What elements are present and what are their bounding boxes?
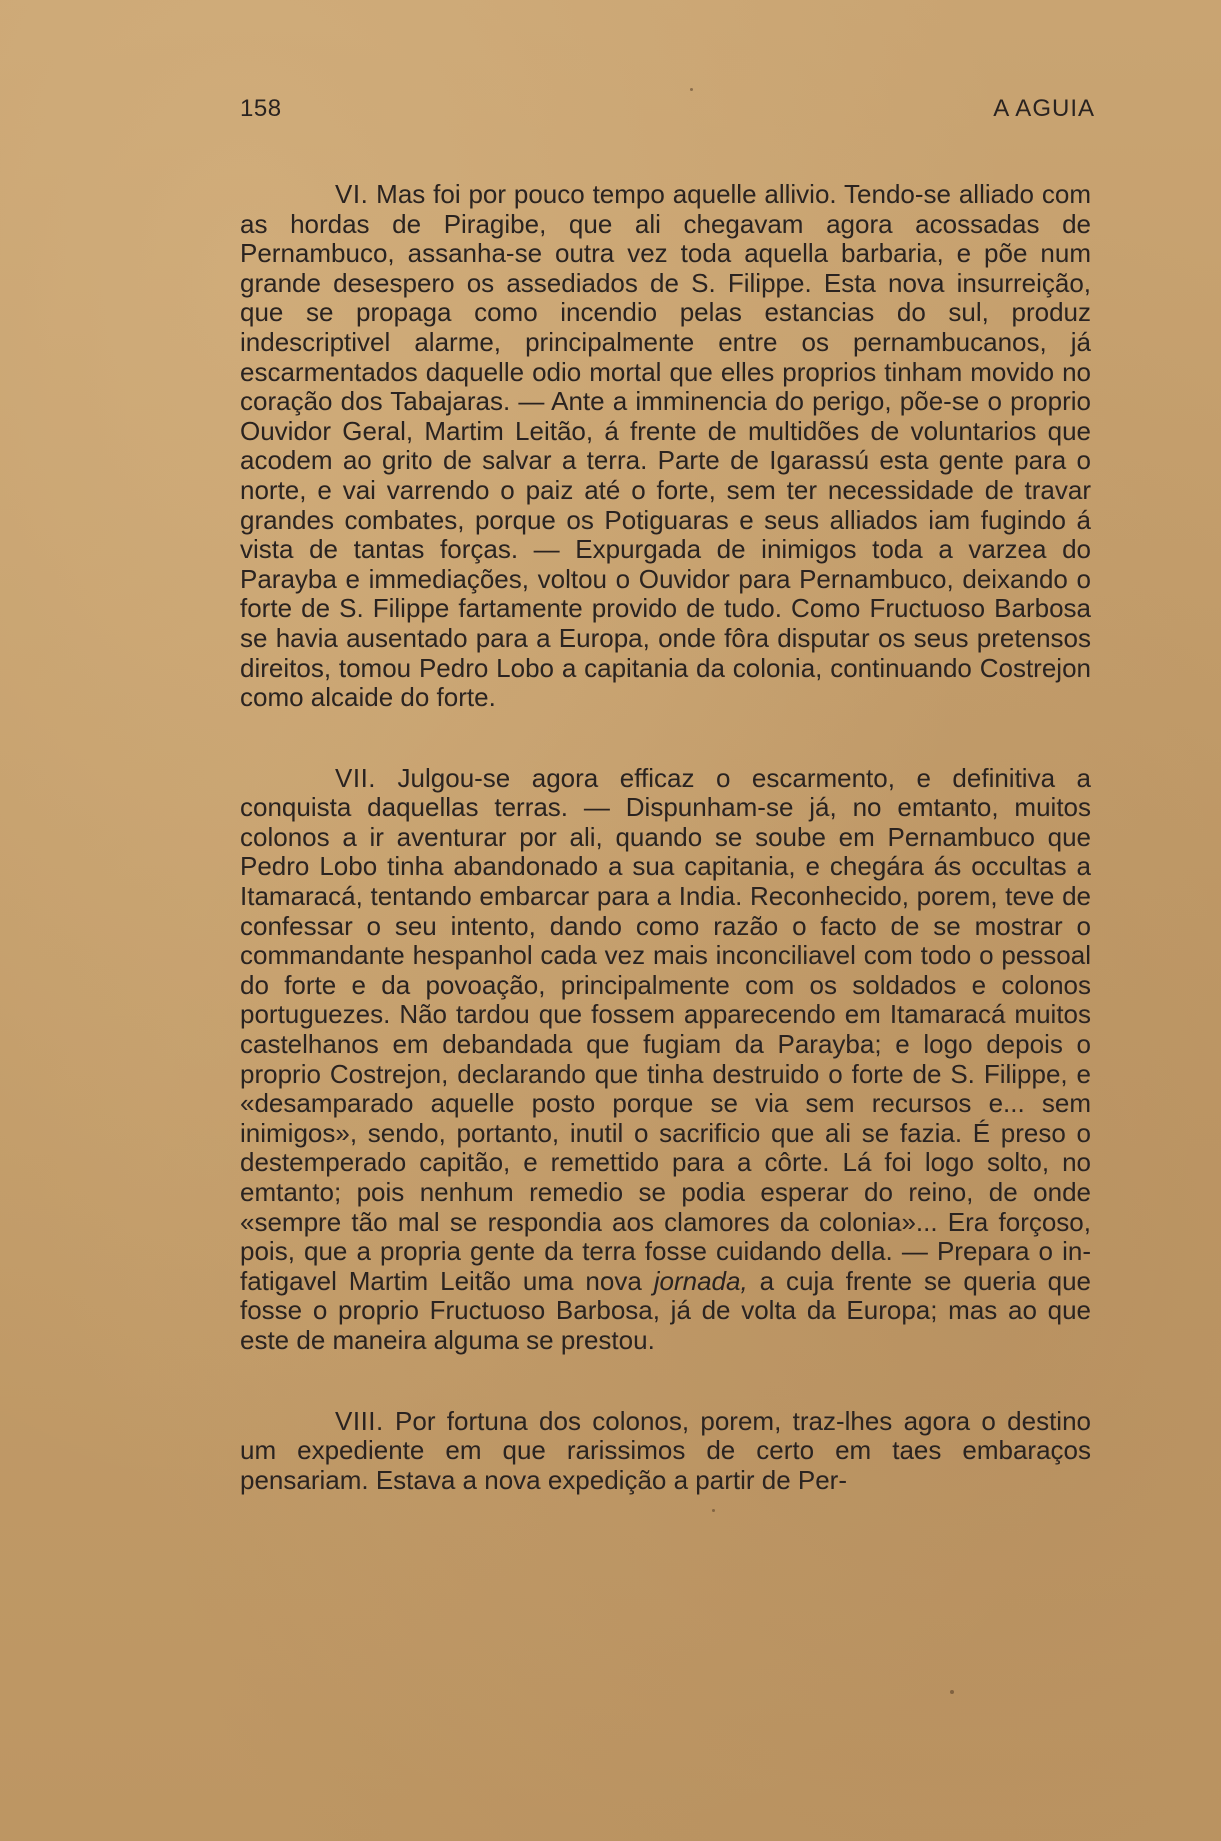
section-text: Por fortuna dos colonos, porem, traz-lhes agora o destino um expediente em que rarissimos de certo em taes embaraços pensariam. Estava a nova expedição a partir de Per- bbox=[240, 1405, 1091, 1495]
body-text bbox=[240, 180, 1091, 1495]
section-number: VIII. bbox=[335, 1405, 384, 1436]
section-number: VII. bbox=[335, 762, 377, 793]
section-vii bbox=[240, 764, 1091, 1356]
page-number: 158 bbox=[240, 95, 282, 122]
paper-speck bbox=[690, 88, 693, 91]
section-text: Mas foi por pouco tempo aquelle allivio. Tendo-se alliado com as hordas de Piragibe, que ali chegavam agora acossadas de Pernambuco, assanha-se outra vez toda aquella barbaria, e põe num grande desespero os assediados de S. Filippe. Esta nova insurreição, que se propaga como incendio pelas estancias do sul, produz indescriptivel alarme, principalmente entre os pernambucanos, já escarmentados daquelle odio mortal que elles proprios tinham movido no coração dos Tabajaras. — Ante a imminencia do perigo, põe-se o proprio Ouvidor Geral, Martim Leitão, á frente de multidões de voluntarios que acodem ao grito de salvar a terra. Parte de Igarassú esta gente para o norte, e vai varrendo o paiz até o forte, sem ter necessidade de travar grandes combates, porque os Potiguaras e seus alliados iam fugindo á vista de tantas forças. — Expurgada de inimigos toda a varzea do Parayba e immediações, voltou o Ouvidor para Pernambuco, deixando o forte de S. Filippe fartamente provido de tudo. Como Fructuoso Barbosa se havia ausentado para a Europa, onde fôra disputar os seus pretensos direitos, tomou Pedro Lobo a capitania da colonia, continuando Costrejon como alcaide do forte. bbox=[240, 179, 1091, 713]
page-header bbox=[240, 95, 1095, 127]
emphasized-word: jornada, bbox=[653, 1265, 748, 1296]
paper-speck bbox=[962, 806, 967, 811]
running-title: A AGUIA bbox=[993, 95, 1095, 122]
section-number: VI. bbox=[335, 179, 369, 209]
section-vi bbox=[240, 180, 1091, 713]
paper-speck bbox=[712, 1509, 715, 1512]
section-viii bbox=[240, 1407, 1091, 1496]
section-text: Julgou-se agora efficaz o escarmento, e definitiva a conquista daquellas terras. — Dispunham-se já, no emtanto, muitos colonos a ir aventurar por ali, quando se soube em Pernambuco que Pedro Lobo tinha abandonado a sua capitania, e chegára ás occultas a Itamaracá, tentando embarcar para a India. Reconhecido, porem, teve de confessar o seu intento, dando como razão o facto de se mostrar o commandante hespanhol cada vez mais inconciliavel com todo o pessoal do forte e da povoação, principalmente com os soldados e colonos portuguezes. Não tardou que fossem apparecendo em Itamaracá muitos castelhanos em debandada que fugiam da Parayba; e logo depois o proprio Costrejon, declarando que tinha destruido o forte de S. Filippe, e «desamparado aquelle posto porque se via sem recursos e... sem inimigos», sendo, portanto, inutil o sacrificio que ali se fazia. É preso o destemperado capitão, e remettido para a côrte. Lá foi logo solto, no emtanto; pois nenhum remedio se podia esperar do reino, de onde «sempre tão mal se respondia aos clamores da colonia»... Era forçoso, pois, que a propria gente da terra fosse cuidando della. — Prepara o infatigavel Martim Leitão uma nova bbox=[240, 762, 1092, 1296]
paper-speck bbox=[950, 1690, 954, 1694]
section-text-continued: a cuja frente se queria que fosse o proprio Fructuoso Barbosa, já de volta da Europa; mas ao que este de maneira alguma se prestou. bbox=[240, 1265, 1092, 1355]
